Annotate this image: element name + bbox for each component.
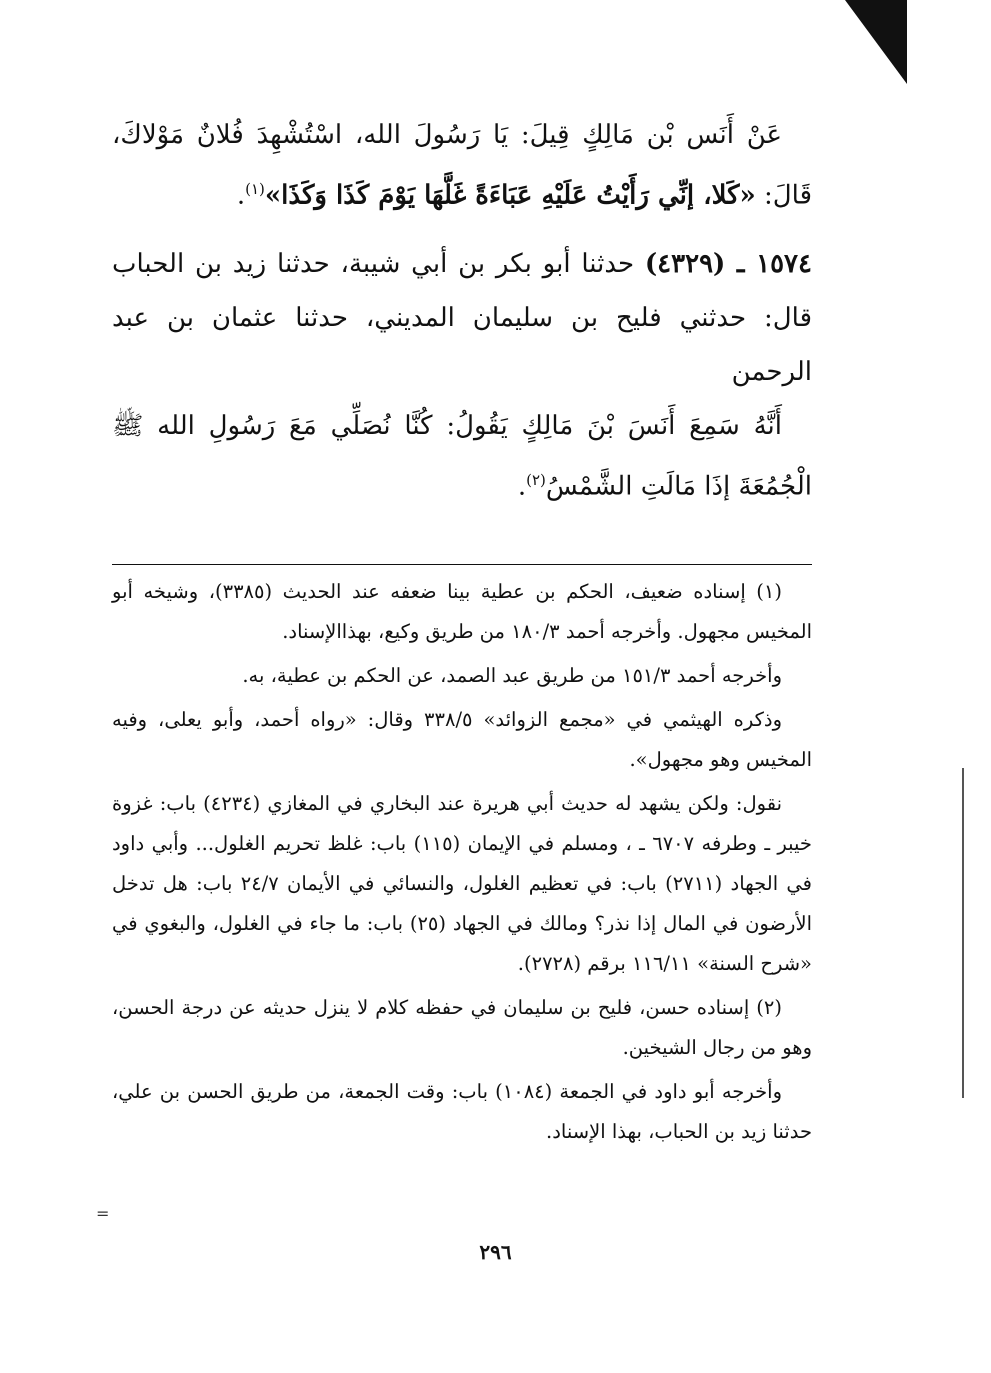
footnote-1-ahmad: وأخرجه أحمد ١٥١/٣ من طريق عبد الصمد، عن الحكم بن عطية، به. <box>242 664 782 687</box>
footnote-1-haythami: وذكره الهيثمي في «مجمع الزوائد» ٣٣٨/٥ وقال: «رواه أحمد، وأبو يعلى، وفيه المخيس وهو مجهول». <box>112 708 812 771</box>
edge-mark: = <box>96 1204 110 1223</box>
main-text <box>112 108 812 513</box>
hadith-2-isnad <box>112 237 812 399</box>
footnote-1-source: (١) إسناده ضعيف، الحكم بن عطية بينا ضعفه عند الحديث (٣٣٨٥)، وشيخه أبو المخيس مجهول. وأخرجه أحمد ١٨٠/٣ من طريق وكيع، بهذاالإسناد. <box>112 580 812 643</box>
footnote-divider <box>112 564 812 565</box>
footnote-1-witnesses: نقول: ولكن يشهد له حديث أبي هريرة عند البخاري في المغازي (٤٢٣٤) باب: غزوة خيبر ـ وطرفه ٦٧٠٧ ـ ، ومسلم في الإيمان (١١٥) باب: غلظ تحريم الغلول... وأبي داود في الجهاد (٢٧١١) باب: في تعظيم الغلول، والنسائي في الأيمان ٢٤/٧ باب: هل تدخل الأرضون في المال إذا نذر؟ ومالك في الجهاد (٢٥) باب: ما جاء في الغلول، والبغوي في «شرح السنة» ١١٦/١١ برقم (٢٧٢٨). <box>112 792 812 975</box>
hadith-2-end: . <box>517 471 527 502</box>
hadith-1-text: عَنْ أَنَس بْن مَالِكٍ قِيلَ: يَا رَسُولَ الله، اسْتُشْهِدَ فُلانٌ مَوْلاكَ، قَالَ: <box>112 120 812 211</box>
footnote-ref-2: (٢) <box>526 470 546 489</box>
footnotes <box>112 572 812 1156</box>
hadith-number: ١٥٧٤ ـ (٤٣٢٩) <box>644 248 812 279</box>
hadith-2-isnad-text: حدثنا أبو بكر بن أبي شيبة، حدثنا زيد بن الحباب قال: حدثني فليح بن سليمان المديني، حدثنا عثمان بن عبد الرحمن <box>112 248 812 387</box>
hadith-1-end: . <box>236 180 246 211</box>
page-number: ٢٩٦ <box>479 1240 512 1264</box>
footnote-2-grade: (٢) إسناده حسن، فليح بن سليمان في حفظه كلام لا ينزل حديثه عن درجة الحسن، وهو من رجال الشيخين. <box>112 996 812 1059</box>
footnote-ref-1: (١) <box>245 180 265 198</box>
footnote-2-source: وأخرجه أبو داود في الجمعة (١٠٨٤) باب: وقت الجمعة، من طريق الحسن بن علي، حدثنا زيد بن الحباب، بهذا الإسناد. <box>112 1080 812 1143</box>
hadith-1 <box>112 108 812 223</box>
hadith-2-matn-text: أَنَّهُ سَمِعَ أَنَسَ بْنَ مَالِكٍ يَقُولُ: كُنَّا نُصَلِّي مَعَ رَسُولِ الله ﷺ الْجُمُعَةَ إذَا مَالَتِ الشَّمْسُ <box>112 410 812 502</box>
scan-margin-line <box>962 768 964 1098</box>
corner-tab-marker <box>845 0 907 84</box>
hadith-2-matn <box>112 399 812 514</box>
hadith-1-quote: «كَلا، إنِّي رَأَيْتُ عَلَيْهِ عَبَاءَةً غَلَّهَا يَوْمَ كَذَا وَكَذَا» <box>264 180 756 211</box>
